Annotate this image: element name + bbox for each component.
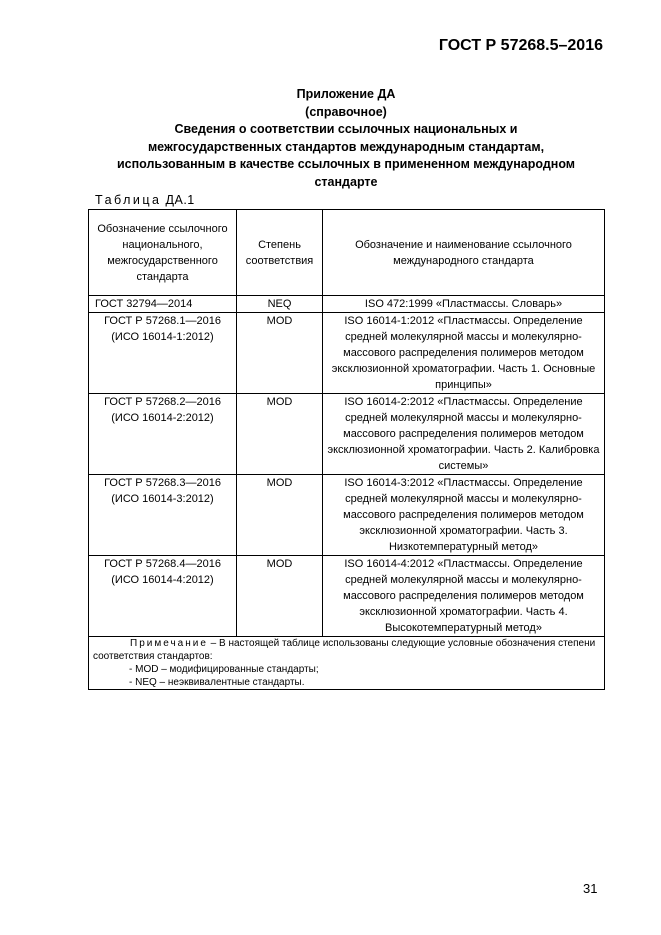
table-caption-number: ДА.1 <box>165 193 195 207</box>
designation-line: (ИСО 16014-1:2012) <box>111 331 214 343</box>
appendix-type: (справочное) <box>305 104 387 119</box>
designation-line: (ИСО 16014-3:2012) <box>111 493 214 505</box>
row-designation <box>89 296 237 313</box>
table-caption-word: Таблица <box>95 193 162 207</box>
designation-line: (ИСО 16014-2:2012) <box>111 412 214 424</box>
table-row <box>89 313 605 394</box>
appendix-subject-line: Сведения о соответствии ссылочных национальных и <box>174 122 518 136</box>
table-row <box>89 475 605 556</box>
row-degree: MOD <box>237 556 323 637</box>
table-header-row <box>89 210 605 296</box>
header-designation: Обозначение ссылочного национального, межгосударственного стандарта <box>89 210 237 296</box>
row-international: ISO 16014-2:2012 «Пластмассы. Определение средней молекулярной массы и молекулярно-массового распределения полимеров методом эксклюзионной хроматографии. Часть 2. Калибровка системы» <box>323 394 605 475</box>
appendix-subject-line: межгосударственных стандартов международным стандартам, <box>147 139 545 154</box>
row-designation <box>89 313 237 394</box>
appendix-subject-line: использованным в качестве ссылочных в примененном международном <box>116 157 576 171</box>
row-degree: MOD <box>237 475 323 556</box>
row-designation <box>89 475 237 556</box>
table-row <box>89 556 605 637</box>
designation-line: ГОСТ Р 57268.2—2016 <box>104 396 221 408</box>
row-designation <box>89 394 237 475</box>
note-text <box>93 637 600 663</box>
standards-table <box>88 209 605 690</box>
note-item: - MOD – модифицированные стандарты; <box>129 664 319 675</box>
designation-line: ГОСТ Р 57268.3—2016 <box>104 477 221 489</box>
document-code: ГОСТ Р 57268.5–2016 <box>438 37 603 54</box>
designation-line: ГОСТ Р 57268.1—2016 <box>104 315 221 327</box>
designation-line: (ИСО 16014-4:2012) <box>111 574 214 586</box>
row-degree: MOD <box>237 394 323 475</box>
appendix-heading <box>88 86 604 191</box>
table-note <box>89 637 605 690</box>
row-international: ISO 16014-4:2012 «Пластмассы. Определение средней молекулярной массы и молекулярно-массового распределения полимеров методом эксклюзионной хроматографии. Часть 4. Высокотемпературный метод» <box>323 556 605 637</box>
row-degree: MOD <box>237 313 323 394</box>
row-degree: NEQ <box>237 296 323 313</box>
header-degree: Степень соответствия <box>237 210 323 296</box>
row-international: ISO 16014-1:2012 «Пластмассы. Определение средней молекулярной массы и молекулярно-массового распределения полимеров методом эксклюзионной хроматографии. Часть 1. Основные принципы» <box>323 313 605 394</box>
row-international: ISO 16014-3:2012 «Пластмассы. Определение средней молекулярной массы и молекулярно-массового распределения полимеров методом эксклюзионной хроматографии. Часть 3. Низкотемпературный метод» <box>323 475 605 556</box>
page-number: 31 <box>583 881 598 896</box>
header-international: Обозначение и наименование ссылочного международного стандарта <box>323 210 605 296</box>
note-body: – В настоящей таблице использованы следующие условные обозначения степени соответствия стандартов: <box>93 638 596 662</box>
designation-line: ГОСТ Р 57268.4—2016 <box>104 558 221 570</box>
designation-line: ГОСТ 32794—2014 <box>95 298 193 310</box>
table-row <box>89 296 605 313</box>
table-caption <box>95 193 195 207</box>
table-note-row <box>89 637 605 690</box>
row-designation <box>89 556 237 637</box>
note-item: - NEQ – неэквивалентные стандарты. <box>129 677 305 688</box>
note-label: Примечание <box>130 638 208 649</box>
row-international: ISO 472:1999 «Пластмассы. Словарь» <box>323 296 605 313</box>
table-row <box>89 394 605 475</box>
appendix-title: Приложение ДА <box>296 87 396 101</box>
appendix-subject-line: стандарте <box>314 174 378 189</box>
